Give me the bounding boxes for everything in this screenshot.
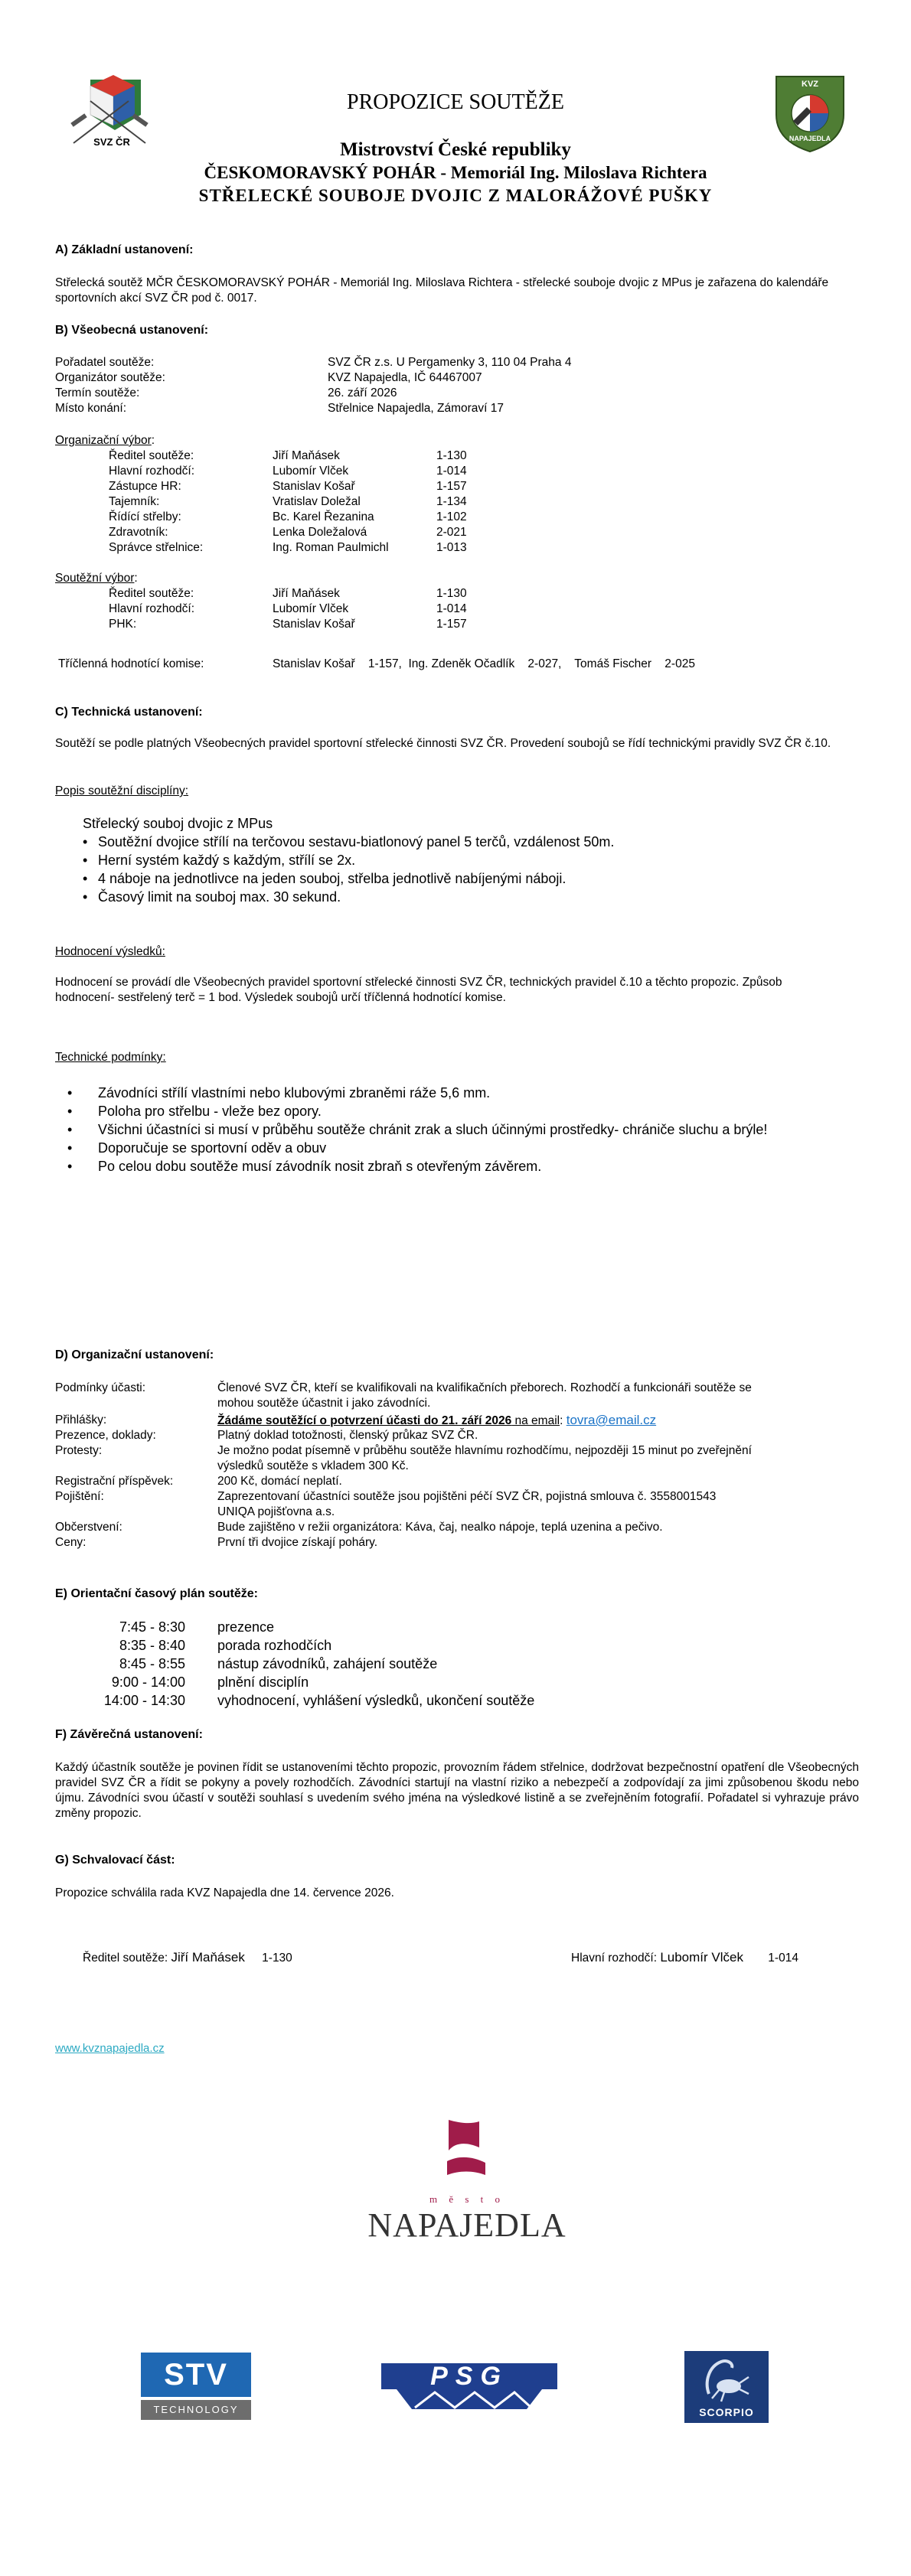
participation-line: mohou soutěže účastnit i jako závodníci. [217, 1397, 431, 1410]
section-d-title: D) Organizační ustanovení: [55, 1348, 214, 1361]
schedule-item: nástup závodníků, zahájení soutěže [217, 1656, 438, 1671]
technical-condition: • Závodníci střílí vlastními nebo klubovými zbraněmi ráže 5,6 mm. [67, 1084, 767, 1102]
participation-line: Členové SVZ ČR, kteří se kvalifikovali na kvalifikačních přeborech. Rozhodčí a funkcionáři soutěže se [217, 1381, 752, 1394]
registration-mid: na email [511, 1414, 560, 1427]
comp-committee-title: Soutěžní výbor [55, 572, 135, 585]
comp-name: Jiří Maňásek [273, 587, 340, 600]
registration-value: Žádáme soutěžící o potvrzení účasti do 21. září 2026 na email: tovra@email.cz [217, 1413, 657, 1427]
refreshment-value: Bude zajištěno v režii organizátora: Káva, čaj, nealko nápoje, teplá uzenina a pečivo. [217, 1521, 663, 1534]
attendance-label: Prezence, doklady: [55, 1429, 156, 1442]
org-committee-title: Organizační výbor [55, 434, 152, 447]
protests-label: Protesty: [55, 1444, 103, 1457]
discipline-rule: • Herní systém každý s každým, střílí se 2x. [83, 851, 614, 869]
stv-logo-top: STV [141, 2353, 251, 2397]
organizer-value: SVZ ČR z.s. U Pergamenky 3, 110 04 Praha 4 [328, 356, 572, 369]
comp-code: 1-014 [436, 602, 467, 615]
venue-label: Místo konání: [55, 402, 127, 415]
discipline-heading: Popis soutěžní disciplíny: [55, 784, 189, 797]
org-code: 1-134 [436, 495, 467, 508]
championship-title: Mistrovství České republiky [340, 139, 571, 160]
discipline-rule: • Soutěžní dvojice střílí na terčovou sestavu-biatlonový panel 5 terčů, vzdálenost 50m. [83, 833, 614, 851]
discipline-title: STŘELECKÉ SOUBOJE DVOJIC Z MALORÁŽOVÉ PUŠKY [198, 186, 713, 205]
psg-logo-text: PSG [430, 2362, 508, 2391]
comp-code: 1-130 [436, 587, 467, 600]
napajedla-emblem-icon [436, 2117, 498, 2178]
org-code: 2-021 [436, 526, 467, 539]
insurance-label: Pojištění: [55, 1490, 104, 1503]
org-name: Stanislav Košař [273, 480, 355, 493]
section-a-text: Střelecká soutěž MČR ČESKOMORAVSKÝ POHÁR - Memoriál Ing. Miloslava Richtera - střelecké souboje dvojic z MPus je zařazena do kalendáře sportovních akcí SVZ ČR pod č. 0017. [55, 276, 829, 305]
stv-logo-bottom: TECHNOLOGY [141, 2400, 251, 2420]
signature-right-code: 1-014 [768, 1952, 798, 1965]
schedule-item: plnění disciplín [217, 1674, 309, 1690]
kvz-logo-bottom: NAPAJEDLA [789, 135, 831, 142]
scorpio-logo-text: SCORPIO [699, 2406, 754, 2418]
org-role: Zdravotník: [109, 526, 168, 539]
date-label: Termín soutěže: [55, 386, 140, 399]
signature-right-label: Hlavní rozhodčí: [571, 1952, 657, 1965]
evaluation-text: Hodnocení se provádí dle Všeobecných pravidel sportovní střelecké činnosti SVZ ČR, technických pravidel č.10 a těchto propozic. Způsob hodnocení- sestřelený terč = 1 bod. Výsledek soubojů určí tříčlenná hodnotící komise. [55, 976, 782, 1004]
comp-role: Hlavní rozhodčí: [109, 602, 194, 615]
fee-label: Registrační příspěvek: [55, 1475, 174, 1488]
registration-deadline: Žádáme soutěžící o potvrzení účasti do 21. září 2026 [217, 1414, 512, 1427]
org-name: Ing. Roman Paulmichl [273, 541, 389, 554]
protests-line: Je možno podat písemně v průběhu soutěže hlavnímu rozhodčímu, nejpozději 15 minut po zveřejnění [217, 1444, 752, 1457]
org-code: 1-130 [436, 449, 467, 462]
napajedla-small-text: m ě s t o [429, 2193, 505, 2205]
registration-email-link[interactable]: tovra@email.cz [566, 1413, 657, 1427]
org-role: Řídící střelby: [109, 510, 181, 523]
prizes-label: Ceny: [55, 1536, 87, 1549]
discipline-name: Střelecký souboj dvojic z MPus [83, 816, 273, 831]
schedule-item: prezence [217, 1619, 275, 1635]
technical-condition: • Poloha pro střelbu - vleže bez opory. [67, 1102, 767, 1120]
org-role: Ředitel soutěže: [109, 449, 194, 462]
org-name: Bc. Karel Řezanina [273, 510, 374, 523]
comp-role: Ředitel soutěže: [109, 587, 194, 600]
schedule-time: 8:45 - 8:55 [119, 1656, 185, 1671]
schedule-time: 9:00 - 14:00 [111, 1674, 185, 1690]
scorpion-icon [701, 2356, 752, 2403]
org-code: 1-102 [436, 510, 467, 523]
attendance-value: Platný doklad totožnosti, členský průkaz SVZ ČR. [217, 1429, 478, 1442]
insurance-line: UNIQA pojišťovna a.s. [217, 1505, 335, 1518]
napajedla-logo [352, 2117, 582, 2255]
comp-name: Stanislav Košař [273, 618, 355, 631]
participation-label: Podmínky účasti: [55, 1381, 146, 1394]
prizes-value: První tři dvojice získají poháry. [217, 1536, 378, 1549]
section-b-title: B) Všeobecná ustanovení: [55, 324, 209, 337]
cup-title: ČESKOMORAVSKÝ POHÁR - Memoriál Ing. Miloslava Richtera [204, 163, 707, 182]
psg-logo [381, 2359, 557, 2412]
comp-code: 1-157 [436, 618, 467, 631]
document-title: PROPOZICE SOUTĚŽE [347, 90, 564, 114]
evaluation-committee-value: Stanislav Košař 1-157, Ing. Zdeněk Očadlík 2-027, Tomáš Fischer 2-025 [273, 657, 695, 670]
org-name: Lenka Doležalová [273, 526, 367, 539]
kvz-logo-top: KVZ [802, 80, 818, 89]
org-role: Hlavní rozhodčí: [109, 465, 194, 478]
org-contractor-value: KVZ Napajedla, IČ 64467007 [328, 371, 482, 384]
org-name: Jiří Maňásek [273, 449, 340, 462]
comp-name: Lubomír Vlček [273, 602, 349, 615]
technical-condition: • Všichni účastníci si musí v průběhu soutěže chránit zrak a sluch účinnými prostředky- chrániče sluchu a brýle! [67, 1120, 767, 1139]
section-a-title: A) Základní ustanovení: [55, 243, 194, 256]
organizer-label: Pořadatel soutěže: [55, 356, 155, 369]
club-website-link[interactable]: www.kvznapajedla.cz [55, 2042, 165, 2055]
discipline-rule: • Časový limit na souboj max. 30 sekund. [83, 888, 614, 906]
stv-logo [141, 2353, 251, 2421]
org-contractor-label: Organizátor soutěže: [55, 371, 165, 384]
org-role: Tajemník: [109, 495, 160, 508]
evaluation-committee-label: Tříčlenná hodnotící komise: [58, 657, 204, 670]
discipline-rules [83, 833, 614, 906]
technical-condition: • Doporučuje se sportovní oděv a obuv [67, 1139, 767, 1157]
org-role: Správce střelnice: [109, 541, 204, 554]
signature-right [571, 1950, 798, 1966]
signature-right-name: Lubomír Vlček [660, 1950, 743, 1965]
svz-logo-text: SVZ ČR [93, 136, 130, 148]
refreshment-label: Občerstvení: [55, 1521, 122, 1534]
signature-left [83, 1950, 292, 1966]
signature-left-name: Jiří Maňásek [171, 1950, 245, 1965]
schedule-item: vyhodnocení, vyhlášení výsledků, ukončení soutěže [217, 1693, 535, 1708]
evaluation-heading: Hodnocení výsledků: [55, 945, 165, 958]
insurance-line: Zaprezentovaní účastníci soutěže jsou pojištěni péčí SVZ ČR, pojistná smlouva č. 3558001543 [217, 1490, 717, 1503]
schedule-item: porada rozhodčích [217, 1638, 332, 1653]
scorpio-logo [684, 2351, 769, 2423]
section-g-text: Propozice schválila rada KVZ Napajedla dne 14. července 2026. [55, 1886, 394, 1899]
org-name: Vratislav Doležal [273, 495, 361, 508]
org-name: Lubomír Vlček [273, 465, 349, 478]
napajedla-big-text: NAPAJEDLA [367, 2206, 567, 2244]
technical-heading: Technické podmínky: [55, 1051, 166, 1064]
section-c-intro: Soutěží se podle platných Všeobecných pravidel sportovní střelecké činnosti SVZ ČR. Provedení soubojů se řídí technickými pravidly SVZ ČR č.10. [55, 737, 831, 750]
section-c-title: C) Technická ustanovení: [55, 706, 203, 719]
org-code: 1-157 [436, 480, 467, 493]
schedule-time: 7:45 - 8:30 [119, 1619, 185, 1635]
org-role: Zástupce HR: [109, 480, 181, 493]
fee-value: 200 Kč, domácí neplatí. [217, 1475, 342, 1488]
section-f-title: F) Závěrečná ustanovení: [55, 1728, 203, 1741]
protests-line: výsledků soutěže s vkladem 300 Kč. [217, 1459, 409, 1472]
signature-left-code: 1-130 [262, 1952, 292, 1965]
comp-role: PHK: [109, 618, 137, 631]
schedule-time: 8:35 - 8:40 [119, 1638, 185, 1653]
schedule-time: 14:00 - 14:30 [103, 1693, 185, 1708]
comp-committee-heading: Soutěžní výbor: [55, 572, 138, 585]
discipline-rule: • 4 náboje na jednotlivce na jeden souboj, střelba jednotlivě nabíjenými náboji. [83, 869, 614, 888]
date-value: 26. září 2026 [328, 386, 397, 399]
venue-value: Střelnice Napajedla, Zámoraví 17 [328, 402, 504, 415]
section-f-text: Každý účastník soutěže je povinen řídit se ustanoveními těchto propozic, provozním řádem střelnice, dodržovat bezpečnostní opatření dle Všeobecných pravidel SVZ ČR a řídit se pokyny a povely rozhodčích. Závodníci startují na vlastní riziko a nebezpečí a zodpovídají za jimi způsobenou škodu nebo újmu. Závodníci svou účastí v soutěži souhlasí s uvedením svého jména na výsledkové listině a se zveřejněním fotografií. Pořadatel si vyhrazuje právo změny propozic. [55, 1761, 859, 1820]
section-g-title: G) Schvalovací část: [55, 1854, 175, 1867]
technical-conditions [67, 1084, 767, 1176]
org-code: 1-013 [436, 541, 467, 554]
registration-label: Přihlášky: [55, 1414, 107, 1427]
technical-condition: • Po celou dobu soutěže musí závodník nosit zbraň s otevřeným závěrem. [67, 1157, 767, 1176]
section-e-title: E) Orientační časový plán soutěže: [55, 1587, 258, 1600]
signature-left-label: Ředitel soutěže: [83, 1952, 168, 1965]
org-committee-heading: Organizační výbor: [55, 434, 155, 447]
org-code: 1-014 [436, 465, 467, 478]
